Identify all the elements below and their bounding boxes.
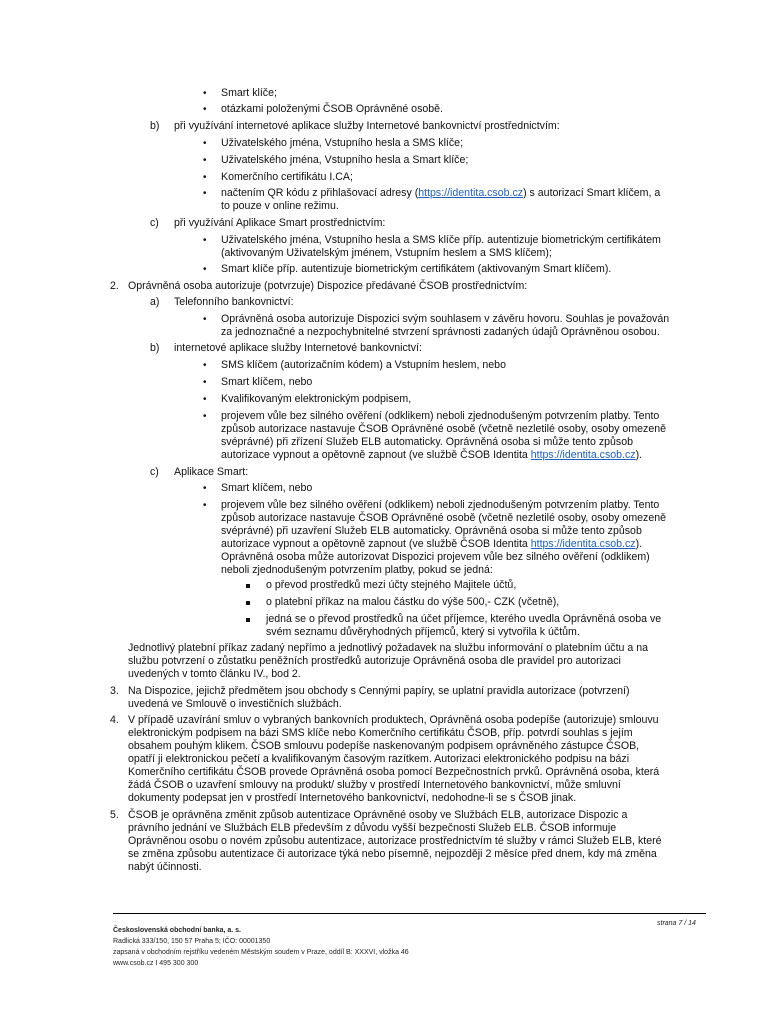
square-bullet	[246, 601, 250, 605]
identita-link[interactable]: https://identita.csob.cz	[530, 538, 636, 550]
footer-contact: www.csob.cz I 495 300 300	[113, 960, 199, 967]
paragraph-line: nabýt účinnosti.	[128, 861, 202, 873]
square-bullet	[246, 584, 250, 588]
list-item: Smart klíče;	[221, 87, 277, 99]
list-item: Smart klíče příp. autentizuje biometrickým certifikátem (aktivovaným Smart klíčem).	[221, 263, 612, 275]
list-item-continuation: za jednoznačné a nezpochybnitelné stvrzení správnosti zadaných údajů Oprávněnou osobou.	[221, 326, 660, 338]
bullet-dot: •	[203, 394, 207, 405]
square-bullet	[246, 618, 250, 622]
list-item-continuation: způsob autorizace nastavuje ČSOB Oprávněné osobě (včetně nezletilé osoby, osoby omezeně	[221, 512, 667, 524]
paragraph-line: opatří ji elektronickou pečetí a kvalifikovaným časovým razítkem. Autorizaci elektronického podpisu na bázi	[128, 753, 630, 765]
list-item: Komerčního certifikátu I.CA;	[221, 171, 353, 183]
list-item-continuation: to pouze v online režimu.	[221, 200, 339, 212]
bullet-dot: •	[203, 188, 207, 199]
list-item: Uživatelského jména, Vstupního hesla a SMS klíče příp. autentizuje biometrickým certifikátem	[221, 234, 661, 246]
bullet-dot: •	[203, 483, 207, 494]
list-item: Uživatelského jména, Vstupního hesla a Smart klíče;	[221, 154, 469, 166]
list-marker: b)	[150, 342, 160, 354]
list-item-continuation: způsob autorizace nastavuje ČSOB Oprávněné osobě (včetně nezletilé osoby, osoby omezeně	[221, 423, 667, 435]
bullet-dot: •	[203, 314, 207, 325]
section-heading: Oprávněná osoba autorizuje (potvrzuje) Dispozice předávané ČSOB prostřednictvím:	[128, 280, 528, 292]
qr-prefix: načtením QR kódu z přihlašovací adresy (	[221, 187, 419, 199]
list-marker: c)	[150, 466, 159, 478]
section-number: 2.	[110, 280, 119, 292]
paragraph-line: elektronickým podpisem na bázi SMS klíče nebo Komerčního certifikátu ČSOB, příp. potvrdí souhlas s jejím	[128, 727, 633, 739]
paragraph-line: službu potvrzení o zůstatku peněžních prostředků autorizuje Oprávněná osoba dle pravidel pro autorizaci	[128, 655, 621, 667]
bullet-dot: •	[203, 88, 207, 99]
list-item-continuation: (aktivovaným Uživatelským jménem, Vstupním heslem a SMS klíčem);	[221, 247, 552, 259]
list-item: projevem vůle bez silného ověření (odklikem) neboli zjednodušeným potvrzením platby. Tento	[221, 499, 660, 511]
paragraph-line: Komerčního certifikátu ČSOB provede Oprávněná osoba pomocí Bezpečnostních prvků. Oprávněná osoba, která	[128, 766, 660, 778]
subsection-heading: internetové aplikace služby Internetové bankovnictví:	[174, 342, 422, 354]
bullet-dot: •	[203, 377, 207, 388]
identita-prefix: autorizace vypnout a opětovně zapnout (ve službě ČSOB Identita	[221, 538, 531, 550]
bullet-dot: •	[203, 235, 207, 246]
paragraph-line: ČSOB je oprávněna změnit způsob autentizace Oprávněné osoby ve Službách ELB, autorizace Dispozic a	[128, 809, 628, 821]
list-item: Oprávněná osoba autorizuje Dispozici svým souhlasem v závěru hovoru. Souhlas je považován	[221, 313, 670, 325]
list-item-continuation	[221, 538, 642, 551]
subsection-heading: Aplikace Smart:	[174, 466, 249, 478]
paragraph-line: Oprávněnou osobu o novém způsobu autentizace, autorizace prostřednictvím té služby v rámci Služeb ELB, které	[128, 835, 662, 847]
bullet-dot: •	[203, 411, 207, 422]
sub-list-item: o převod prostředků mezi účty stejného Majitele účtů,	[266, 579, 517, 591]
identita-link[interactable]: https://identita.csob.cz	[530, 449, 636, 461]
bullet-dot: •	[203, 138, 207, 149]
list-marker: a)	[150, 296, 160, 308]
paragraph-line: uvedená ve Smlouvě o investičních službách.	[128, 698, 342, 710]
subsection-heading: při využívání Aplikace Smart prostřednictvím:	[174, 217, 386, 229]
paragraph-line: žádá ČSOB o uzavření smlouvy na produkt/ služby v prostředí Internetového bankovnictví, může smluvní	[128, 779, 621, 791]
list-item-continuation: svéprávné) při zřízení Služeb ELB automaticky. Oprávněná osoba si může tento způsob	[221, 436, 633, 448]
list-item-continuation: svéprávné) při uzavření Služeb ELB automaticky. Oprávněná osoba si může tento způsob	[221, 525, 642, 537]
list-item: Kvalifikovaným elektronickým podpisem,	[221, 393, 412, 405]
sub-list-item: o platební příkaz na malou částku do výše 500,- CZK (včetně),	[266, 596, 560, 608]
bullet-dot: •	[203, 104, 207, 115]
sub-list-item-continuation: svém seznamu důvěryhodných příjemců, který si vytvořila k účtům.	[266, 626, 580, 638]
list-item: Smart klíčem, nebo	[221, 482, 313, 494]
paragraph-line: se změna způsobu autentizace či autorizace týká nebo písemně, nejpozději 2 měsíce před dnem, kdy má změna	[128, 848, 657, 860]
page-number: strana 7 / 14	[657, 920, 696, 927]
sub-list-item: jedná se o převod prostředků na účet příjemce, kterého uvedla Oprávněná osoba ve	[266, 613, 662, 625]
footer-bank-name: Československá obchodní banka, a. s.	[113, 927, 241, 934]
section-number: 4.	[110, 714, 119, 726]
subsection-heading: Telefonního bankovnictví:	[174, 296, 294, 308]
bullet-dot: •	[203, 172, 207, 183]
list-marker: c)	[150, 217, 159, 229]
paragraph-line: Jednotlivý platební příkaz zadaný nepřímo a jednotlivý požadavek na službu informování o platebním účtu a na	[128, 642, 648, 654]
list-item: Smart klíčem, nebo	[221, 376, 313, 388]
section-number: 3.	[110, 685, 119, 697]
list-item: Uživatelského jména, Vstupního hesla a SMS klíče;	[221, 137, 464, 149]
paragraph-line: právního jednání ve Službách ELB především z důvodu vyšší bezpečnosti Služeb ELB. ČSOB informuje	[128, 822, 617, 834]
paragraph-line: dokumenty podepsat jen v prostředí Internetového bankovnictví, nedohodne-li se s ČSOB jinak.	[128, 792, 577, 804]
bullet-dot: •	[203, 264, 207, 275]
paragraph-line: Na Dispozice, jejichž předmětem jsou obchody s Cennými papíry, se uplatní pravidla autorizace (potvrzení)	[128, 685, 630, 697]
bullet-dot: •	[203, 360, 207, 371]
qr-suffix: ) s autorizací Smart klíčem, a	[523, 187, 661, 199]
section-number: 5.	[110, 809, 119, 821]
paragraph-line: Oprávněná osoba může autorizovat Dispozici projevem vůle bez silného ověření (odklikem)	[221, 551, 650, 563]
bullet-dot: •	[203, 500, 207, 511]
subsection-heading: při využívání internetové aplikace služby Internetové bankovnictví prostřednictvím:	[174, 120, 560, 132]
list-item-continuation	[221, 449, 642, 462]
paragraph-line: V případě uzavírání smluv o vybraných bankovních produktech, Oprávněná osoba podepíše (autorizuje) smlouvu	[128, 714, 659, 726]
list-item: SMS klíčem (autorizačním kódem) a Vstupním heslem, nebo	[221, 359, 506, 371]
paragraph-line: neboli zjednodušeným potvrzením platby, pokud se jedná:	[221, 564, 493, 576]
paragraph-line: obsahem pouhým klikem. ČSOB smlouvu podepíše naskenovaným podpisem oprávněného zástupce ČSOB,	[128, 740, 640, 752]
footer-divider	[113, 913, 706, 914]
paragraph-line: uvedených v tomto článku IV., bod 2.	[128, 668, 301, 680]
list-item: projevem vůle bez silného ověření (odklikem) neboli zjednodušeným potvrzením platby. Tento	[221, 410, 660, 422]
identita-suffix: ).	[635, 538, 643, 550]
identita-link[interactable]: https://identita.csob.cz	[418, 187, 524, 199]
footer-address: Radlická 333/150, 150 57 Praha 5; IČO: 00001350	[113, 938, 271, 945]
identita-prefix: autorizace vypnout a opětovně zapnout (ve službě ČSOB Identita	[221, 449, 531, 461]
list-marker: b)	[150, 120, 160, 132]
list-item: otázkami položenými ČSOB Oprávněné osobě.	[221, 103, 443, 115]
bullet-dot: •	[203, 155, 207, 166]
identita-suffix: ).	[635, 449, 643, 461]
footer-registry: zapsaná v obchodním rejstříku vedeném Městským soudem v Praze, oddíl B: XXXVI, vložka 46	[113, 949, 409, 956]
list-item	[221, 187, 660, 200]
